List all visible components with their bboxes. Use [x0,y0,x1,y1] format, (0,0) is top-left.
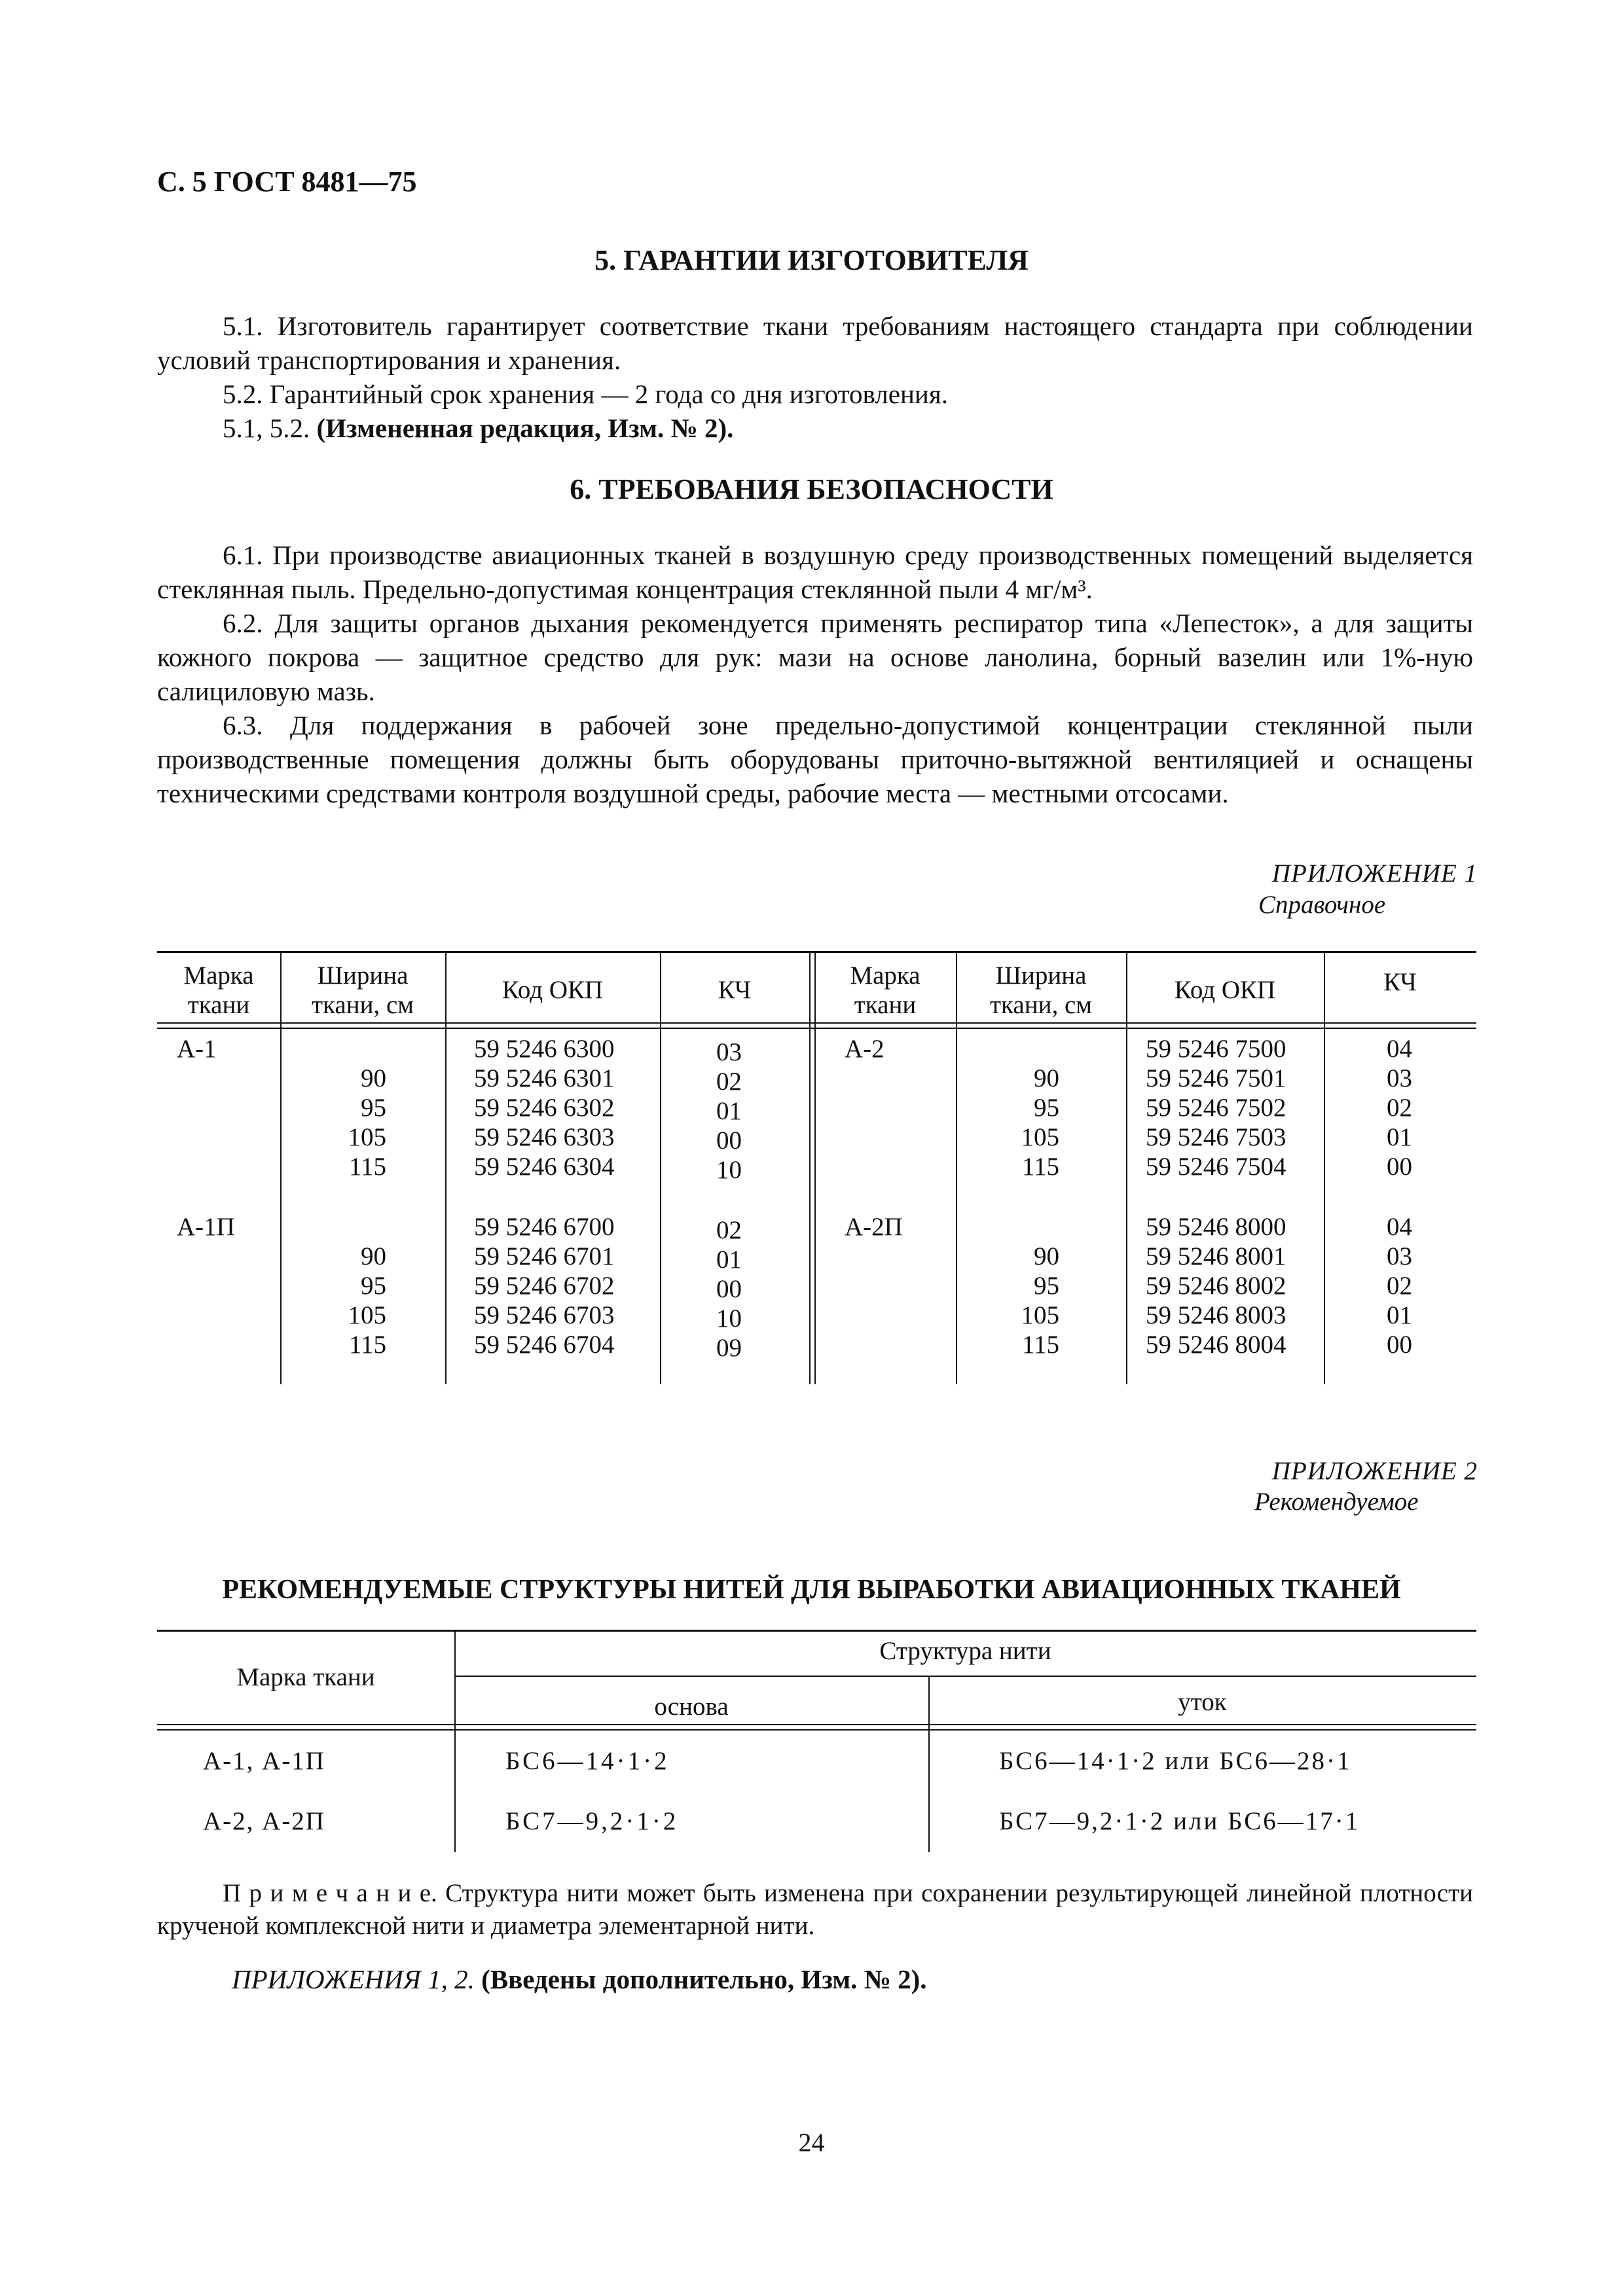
list-item: 01 [1387,1301,1412,1329]
header-brand-line1: Марка [183,961,254,990]
header-brand-line2: ткани [854,991,917,1019]
paragraph-5-3-prefix: 5.1, 5.2. [223,413,317,443]
appendix-1-subtitle: Справочное [1258,891,1386,919]
list-item: 105 [348,1123,386,1151]
list-item: 90 [361,1242,386,1270]
appendix-2-heading: РЕКОМЕНДУЕМЫЕ СТРУКТУРЫ НИТЕЙ ДЛЯ ВЫРАБОТКИ АВИАЦИОННЫХ ТКАНЕЙ [222,1575,1401,1605]
row-1-warp: БС6—14·1·2 [505,1747,670,1775]
header-code-left: Код ОКП [501,976,604,1004]
list-item: 59 5246 6701 [474,1242,615,1270]
header-brand-line2: ткани [187,991,250,1019]
row-2-weft: БС7—9,2·1·2 или БС6—17·1 [999,1807,1360,1835]
paragraph-5-3-change-note: (Измененная редакция, Изм. № 2). [316,413,734,443]
list-item: 03 [1387,1242,1412,1270]
list-item: 59 5246 6704 [474,1331,615,1359]
appendix-footer [232,1964,927,1995]
list-item: 04 [1387,1035,1412,1063]
header-width-line1: Ширина [995,961,1087,990]
list-item: 02 [1387,1094,1412,1122]
page-header: С. 5 ГОСТ 8481—75 [157,166,417,198]
list-item: 04 [1387,1213,1412,1241]
list-item: 115 [1021,1153,1059,1181]
list-item: 59 5246 6702 [474,1272,615,1300]
list-item: 01 [716,1246,742,1274]
col-structure-header: Структура нити [879,1637,1051,1665]
list-item: 105 [1021,1123,1059,1151]
list-item: 01 [1387,1123,1412,1151]
header-code-right: Код ОКП [1174,976,1276,1004]
list-item: 90 [1034,1242,1059,1270]
list-item: 10 [716,1304,742,1333]
list-item: 59 5246 8003 [1146,1301,1286,1329]
header-brand-line1: Марка [850,961,921,990]
list-item: 59 5246 7503 [1146,1123,1286,1151]
header-width-line2: ткани, см [312,991,414,1019]
header-width-line2: ткани, см [990,991,1092,1019]
appendix-2-title: ПРИЛОЖЕНИЕ 2 [1271,1457,1478,1485]
list-item: 00 [716,1275,742,1303]
brand-a2p: А-2П [845,1213,903,1241]
list-item: 03 [1387,1064,1412,1092]
list-item: 01 [716,1097,742,1125]
list-item: 59 5246 6703 [474,1301,615,1329]
col-warp-header: основа [654,1693,729,1721]
list-item: 59 5246 6302 [474,1094,615,1122]
list-item: 00 [1387,1153,1412,1181]
brand-a2: А-2 [845,1035,884,1063]
footer-change-note: (Введены дополнительно, Изм. № 2). [474,1964,927,1994]
list-item: 90 [361,1064,386,1092]
page-number: 24 [798,2128,825,2157]
list-item: 02 [1387,1272,1412,1300]
list-item: 95 [361,1272,386,1300]
note-paragraph [157,1877,1473,1943]
section-6-title: 6. ТРЕБОВАНИЯ БЕЗОПАСНОСТИ [570,473,1053,505]
note [157,1877,1473,1943]
list-item: 59 5246 6300 [474,1035,615,1063]
list-item: 59 5246 8002 [1146,1272,1286,1300]
list-item: 02 [716,1216,742,1244]
appendix-2-subtitle: Рекомендуемое [1254,1488,1419,1516]
col-weft-header: уток [1178,1688,1227,1716]
section-5-title: 5. ГАРАНТИИ ИЗГОТОВИТЕЛЯ [594,244,1029,276]
list-item: 95 [1034,1272,1059,1300]
row-2-warp: БС7—9,2·1·2 [505,1807,679,1835]
list-item: 59 5246 7500 [1146,1035,1286,1063]
list-item: 95 [361,1094,386,1122]
paragraph-6-2: 6.2. Для защиты органов дыхания рекомендуется применять респиратор типа «Лепесток», а для защиты кожного покрова — защитное средство для рук: мази на основе ланолина, борный вазелин или 1%-ную салициловую мазь. [157,608,1473,706]
list-item: 59 5246 8000 [1146,1213,1286,1241]
list-item: 00 [1387,1331,1412,1359]
list-item: 115 [1021,1331,1059,1359]
footer-appendices: ПРИЛОЖЕНИЯ 1, 2. [232,1964,475,1994]
col-brand-header: Марка ткани [236,1663,375,1691]
list-item: 59 5246 6700 [474,1213,615,1241]
list-item: 59 5246 7502 [1146,1094,1286,1122]
list-item: 10 [716,1156,742,1184]
list-item: 59 5246 8001 [1146,1242,1286,1270]
header-width-line1: Ширина [317,961,409,990]
paragraph-6-3: 6.3. Для поддержания в рабочей зоне предельно-допустимой концентрации стеклянной пыли производственные помещения должны быть оборудованы приточно-вытяжной вентиляцией и оснащены техническими средствами контроля воздушной среды, рабочие места — местными отсосами. [157,710,1473,808]
list-item: 115 [348,1153,386,1181]
list-item: 59 5246 6301 [474,1064,615,1092]
list-item: 00 [716,1126,742,1155]
list-item: 59 5246 6304 [474,1153,615,1181]
list-item: 03 [716,1038,742,1066]
list-item: 105 [348,1301,386,1329]
note-label: П р и м е ч а н и е. [223,1879,437,1907]
list-item: 95 [1034,1094,1059,1122]
row-1-brand: А-1, А-1П [203,1747,325,1775]
row-1-weft: БС6—14·1·2 или БС6—28·1 [999,1747,1352,1775]
paragraph-5-2: 5.2. Гарантийный срок хранения — 2 года со дня изготовления. [223,379,948,409]
list-item: 59 5246 8004 [1146,1331,1286,1359]
brand-a1: А-1 [177,1035,217,1063]
paragraph-6-1: 6.1. При производстве авиационных тканей в воздушную среду производственных помещений выделяется стеклянная пыль. Предельно-допустимая концентрация стеклянной пыли 4 мг/м³. [157,540,1473,604]
paragraph-5-1: 5.1. Изготовитель гарантирует соответствие ткани требованиям настоящего стандарта при соблюдении условий транспортирования и хранения. [157,311,1473,375]
row-2-brand: А-2, А-2П [203,1807,325,1835]
header-kch-left: КЧ [718,976,752,1004]
list-item: 59 5246 6303 [474,1123,615,1151]
list-item: 02 [716,1067,742,1096]
list-item: 59 5246 7504 [1146,1153,1286,1181]
header-kch-right: КЧ [1383,968,1417,996]
note-text: Структура нити может быть изменена при сохранении результирующей линейной плотности крученой комплексной нити и диаметра элементарной нити. [157,1879,1473,1940]
appendix-1-title: ПРИЛОЖЕНИЕ 1 [1271,859,1478,888]
brand-a1p: А-1П [177,1213,235,1241]
list-item: 09 [716,1334,742,1362]
list-item: 59 5246 7501 [1146,1064,1286,1092]
list-item: 105 [1021,1301,1059,1329]
list-item: 90 [1034,1064,1059,1092]
list-item: 115 [348,1331,386,1359]
